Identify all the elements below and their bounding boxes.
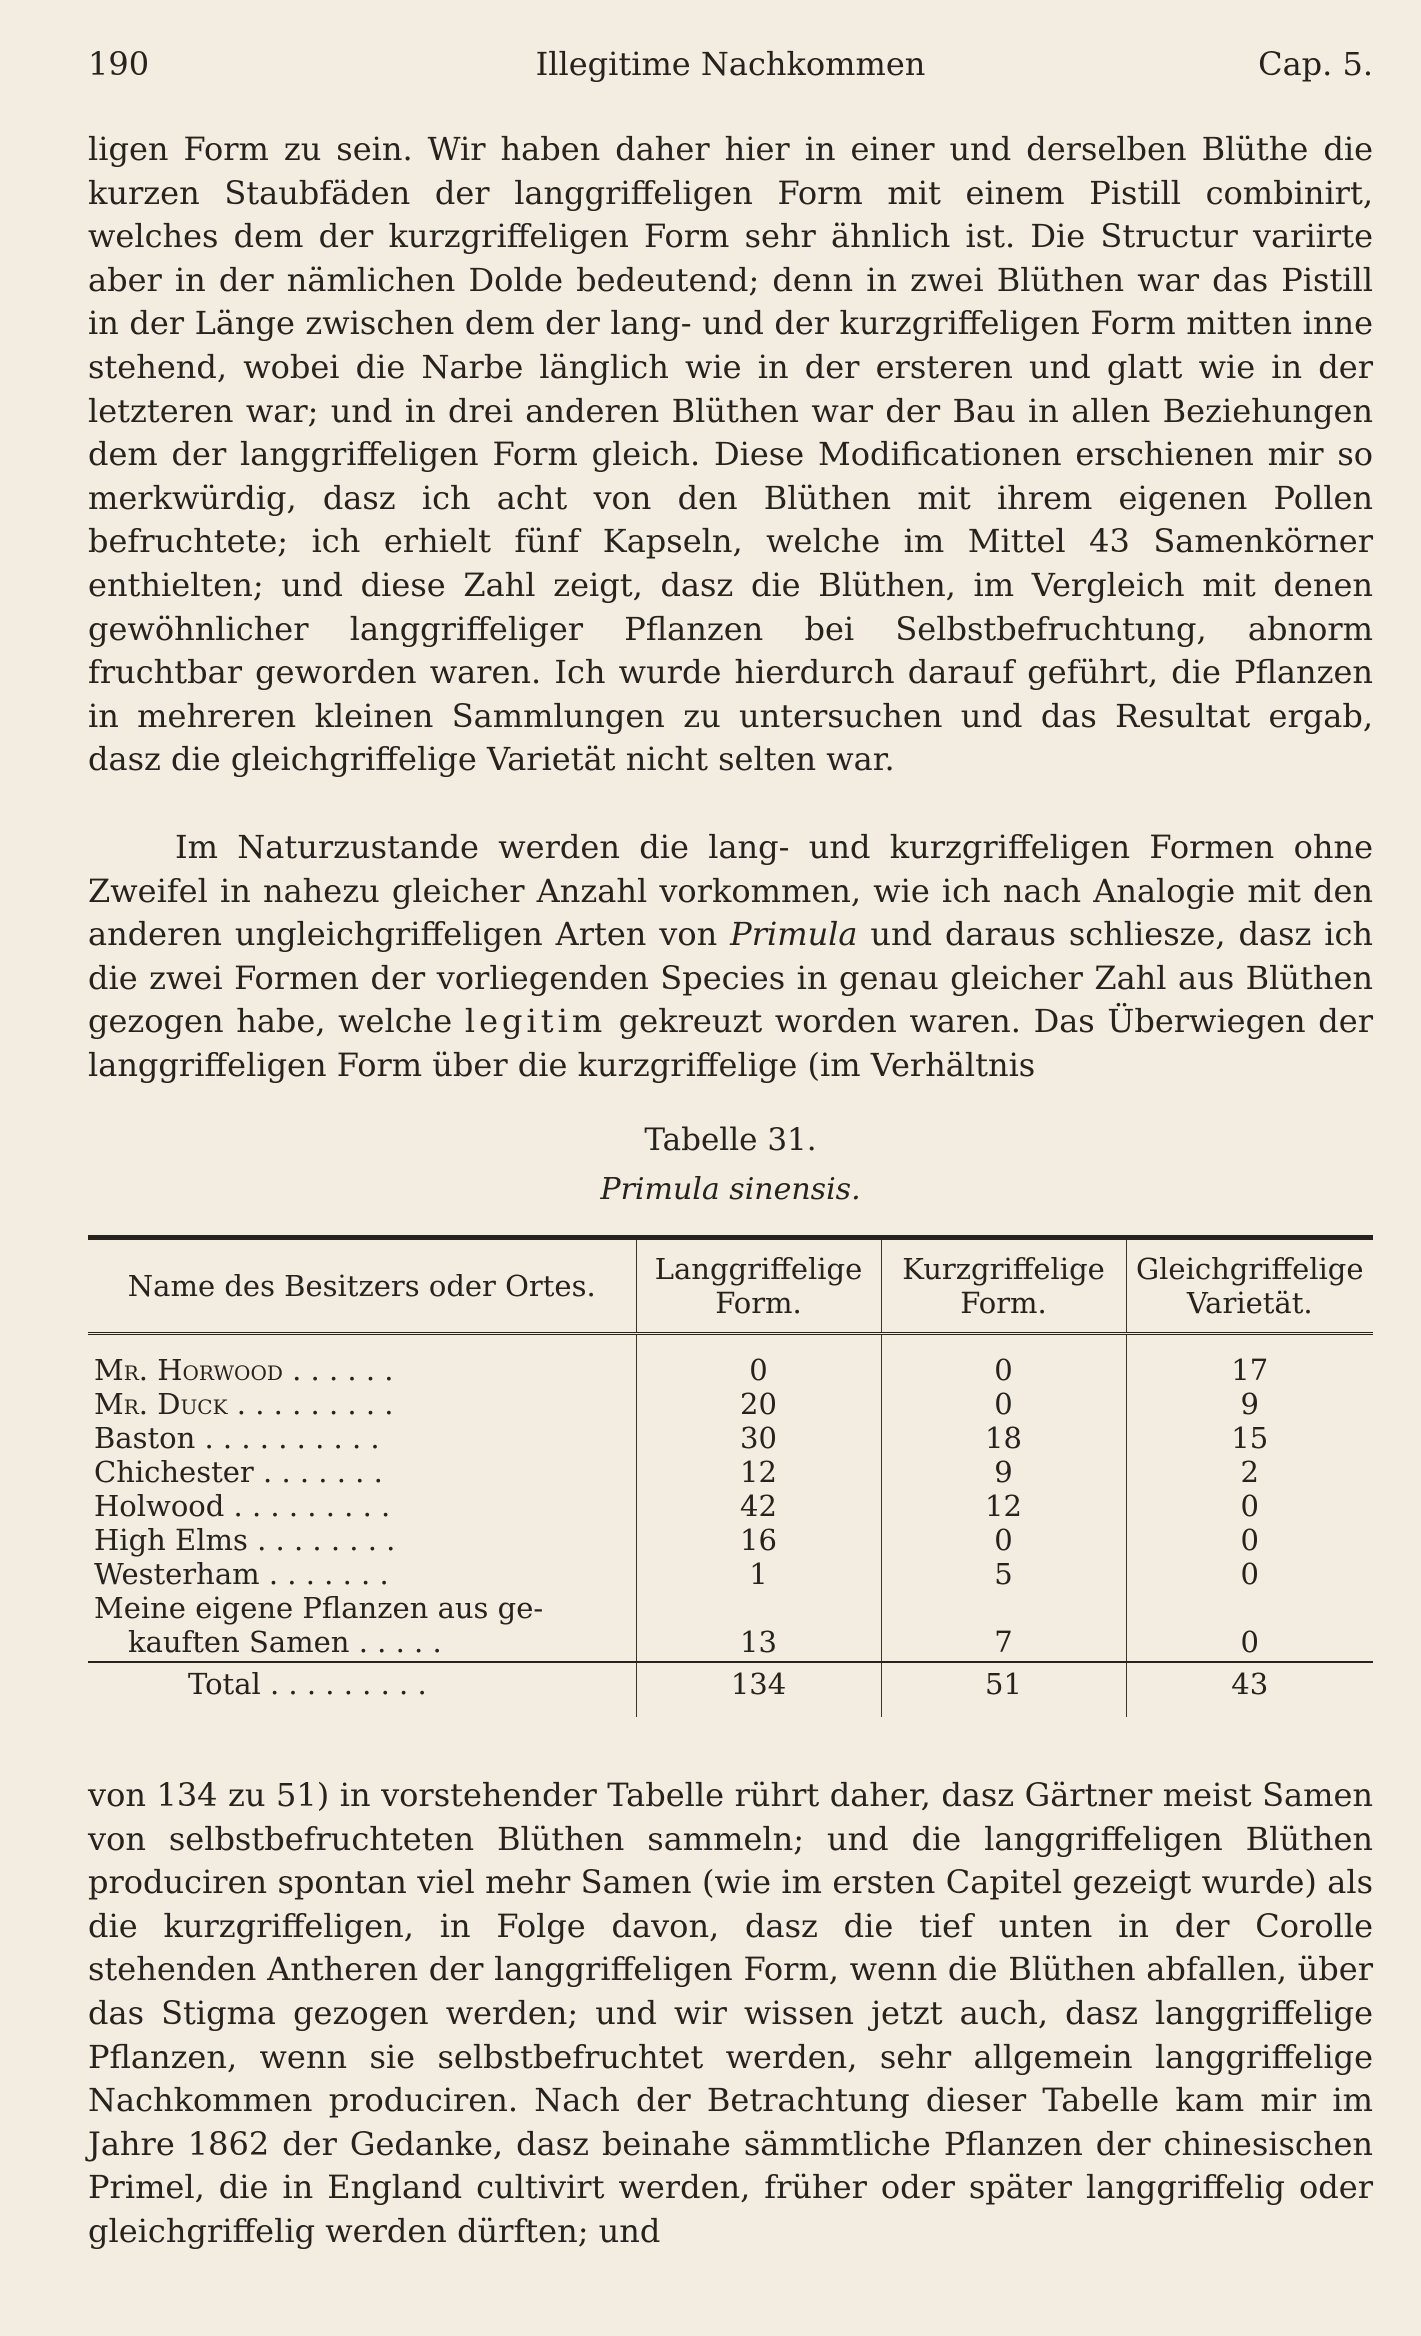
page-number: 190 — [88, 45, 150, 83]
row-equal: 0 — [1126, 1557, 1373, 1591]
legitim-spaced: legitim — [464, 1002, 607, 1041]
total-equal: 43 — [1126, 1662, 1373, 1717]
chapter-label: Cap. 5. — [1258, 45, 1373, 83]
paragraph-after-table — [88, 1774, 1373, 2254]
row-equal: 0 — [1126, 1625, 1373, 1662]
header-short-styled: Kurzgriffelige Form. — [881, 1238, 1126, 1334]
running-title: Illegitime Nachkommen — [535, 45, 926, 83]
row-long: 20 — [636, 1387, 881, 1421]
table-row — [88, 1557, 1373, 1591]
row-name: Westerham . . . . . . . — [94, 1557, 389, 1591]
row-equal: 15 — [1126, 1421, 1373, 1455]
row-short: 9 — [881, 1455, 1126, 1489]
table-row — [88, 1421, 1373, 1455]
table-row — [88, 1387, 1373, 1421]
paragraph-2-part3: gekreuzt worden waren. Das Überwiegen der langgriffeligen Form über die kurzgriffelige (im Verhältnis — [88, 1002, 1374, 1084]
row-equal: 0 — [1126, 1523, 1373, 1557]
row-equal: 2 — [1126, 1455, 1373, 1489]
header-long-styled: Langgriffelige Form. — [636, 1238, 881, 1334]
row-long: 0 — [636, 1334, 881, 1388]
row-long: 42 — [636, 1489, 881, 1523]
table-row — [88, 1334, 1373, 1388]
paragraph-natural-state — [88, 826, 1373, 1088]
row-long: 1 — [636, 1557, 881, 1591]
row-name: Holwood . . . . . . . . . — [94, 1489, 391, 1523]
row-equal: 17 — [1126, 1334, 1373, 1388]
paragraph-2-part2: und daraus schliesze, dasz ich die zwei Formen der vorliegenden Species in genau gleicher Zahl aus Blüthen gezogen habe, welche — [88, 915, 1374, 1041]
paragraph-continuation — [88, 128, 1373, 782]
row-long: 16 — [636, 1523, 881, 1557]
row-long: 13 — [636, 1625, 881, 1662]
row-equal: 0 — [1126, 1489, 1373, 1523]
paragraph-1-text: ligen Form zu sein. Wir haben daher hier in einer und derselben Blüthe die kurzen Staubfäden der langgriffeligen Form mit einem Pistill combinirt, welches dem der kurzgriffeligen Form sehr ähnlich ist. Die Structur variirte aber in der nämlichen Dolde bedeutend; denn in zwei Blüthen war das Pistill in der Länge zwischen dem der lang- und der kurzgriffeligen Form mitten inne stehend, wobei die Narbe länglich wie in der ersteren und glatt wie in der letzteren war; und in drei anderen Blüthen war der Bau in allen Beziehungen dem der langgriffeligen Form gleich. Diese Modificationen erschienen mir so merkwürdig, dasz ich acht von den Blüthen mit ihrem eigenen Pollen befruchtete; ich erhielt fünf Kapseln, welche im Mittel 43 Samenkörner enthielten; und diese Zahl zeigt, dasz die Blüthen, im Vergleich mit denen gewöhnlicher langgriffeliger Pflanzen bei Selbstbefruchtung, abnorm fruchtbar geworden waren. Ich wurde hierdurch darauf geführt, die Pflanzen in mehreren kleinen Sammlungen zu untersuchen und das Resultat ergab, dasz die gleichgriffelige Varietät nicht selten war. — [88, 130, 1373, 779]
row-name: Mr. Horwood . . . . . . — [94, 1353, 394, 1387]
total-label: Total . . . . . . . . . — [188, 1667, 427, 1701]
row-short: 12 — [881, 1489, 1126, 1523]
row-name: Baston . . . . . . . . . . — [94, 1421, 380, 1455]
row-short: 18 — [881, 1421, 1126, 1455]
table-row — [88, 1455, 1373, 1489]
row-name: Mr. Duck . . . . . . . . . — [94, 1387, 394, 1421]
row-short: 0 — [881, 1387, 1126, 1421]
row-name-line2: kauften Samen . . . . . — [88, 1625, 636, 1662]
total-short: 51 — [881, 1662, 1126, 1717]
row-long: 30 — [636, 1421, 881, 1455]
table-header-row — [88, 1238, 1373, 1334]
table-subcaption: Primula sinensis. — [600, 1172, 861, 1207]
primula-italic: Primula — [730, 915, 858, 954]
header-owner: Name des Besitzers oder Ortes. — [88, 1238, 636, 1334]
table-row — [88, 1489, 1373, 1523]
table-row — [88, 1591, 1373, 1625]
row-equal: 9 — [1126, 1387, 1373, 1421]
table-caption: Tabelle 31. — [644, 1122, 817, 1158]
row-name-line1: Meine eigene Pflanzen aus ge- — [94, 1591, 544, 1625]
total-long: 134 — [636, 1662, 881, 1717]
row-short: 7 — [881, 1625, 1126, 1662]
paragraph-2-part1: Im Naturzustande werden die lang- und kurzgriffeligen Formen ohne Zweifel in nahezu gleicher Anzahl vorkommen, wie ich nach Analogie mit den anderen ungleichgriffeligen Arten von — [88, 828, 1373, 954]
row-name: Chichester . . . . . . . — [94, 1455, 383, 1489]
row-short: 0 — [881, 1523, 1126, 1557]
row-short: 5 — [881, 1557, 1126, 1591]
row-name: High Elms . . . . . . . . — [94, 1523, 396, 1557]
table-total-row — [88, 1662, 1373, 1717]
primula-table — [88, 1235, 1373, 1717]
table-row — [88, 1523, 1373, 1557]
table-row — [88, 1625, 1373, 1662]
row-long: 12 — [636, 1455, 881, 1489]
header-equal-styled: Gleichgriffelige Varietät. — [1126, 1238, 1373, 1334]
paragraph-2-text — [88, 826, 1373, 1088]
paragraph-3-text: von 134 zu 51) in vorstehender Tabelle rührt daher, dasz Gärtner meist Samen von selbstbefruchteten Blüthen sammeln; und die langgriffeligen Blüthen produciren spontan viel mehr Samen (wie im ersten Capitel gezeigt wurde) als die kurzgriffeligen, in Folge davon, dasz die tief unten in der Corolle stehenden Antheren der langgriffeligen Form, wenn die Blüthen abfallen, über das Stigma gezogen werden; und wir wissen jetzt auch, dasz langgriffelige Pflanzen, wenn sie selbstbefruchtet werden, sehr allgemein langgriffelige Nachkommen produciren. Nach der Betrachtung dieser Tabelle kam mir im Jahre 1862 der Gedanke, dasz beinahe sämmtliche Pflanzen der chinesischen Primel, die in England cultivirt werden, früher oder später langgriffelig oder gleichgriffelig werden dürften; und — [88, 1776, 1373, 2250]
running-header — [88, 45, 1373, 95]
row-short: 0 — [881, 1334, 1126, 1388]
